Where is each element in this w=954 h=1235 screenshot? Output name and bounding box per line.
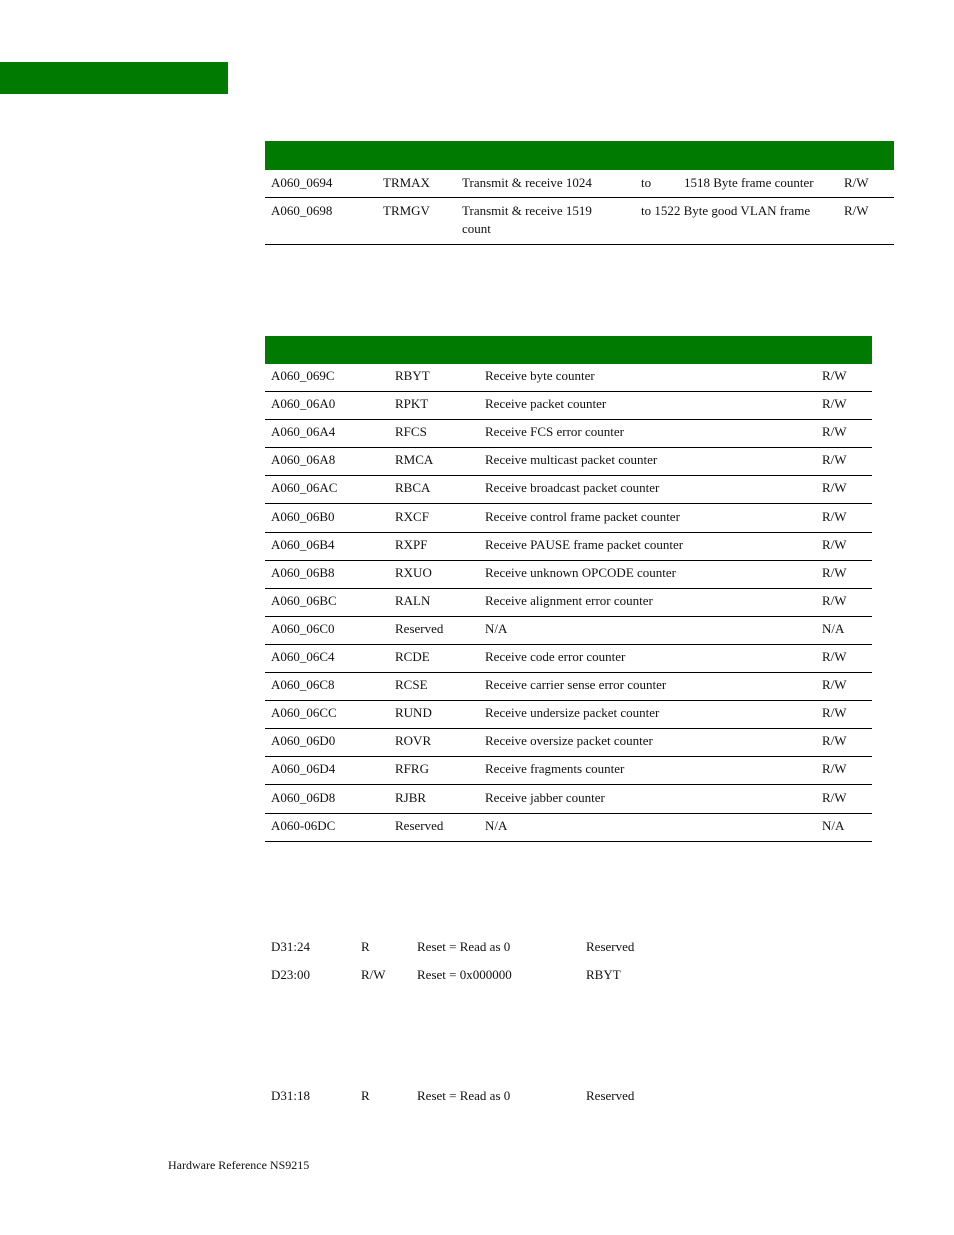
access-cell: R/W (361, 967, 386, 982)
description-cell: to (641, 175, 652, 190)
description-cell: Receive byte counter (485, 368, 595, 383)
register-cell: RFCS (395, 424, 427, 440)
address-cell: A060_069C (271, 368, 335, 383)
register-cell: Reserved (395, 620, 444, 636)
address-cell: A060_06B8 (271, 564, 335, 580)
register-cell: RUND (395, 705, 432, 721)
description-cell: Receive unknown OPCODE counter (485, 564, 676, 580)
access-cell: R/W (822, 480, 847, 496)
table-row (265, 448, 872, 476)
register-cell: RFRG (395, 761, 429, 777)
table-row (265, 561, 872, 589)
access-cell: R/W (822, 592, 847, 608)
register-cell: RPKT (395, 396, 429, 412)
register-cell: RALN (395, 592, 431, 608)
table-row (265, 170, 894, 198)
table-row (265, 589, 872, 617)
table-row (265, 420, 872, 448)
access-cell: R/W (822, 424, 847, 440)
address-cell: A060_06D8 (271, 789, 336, 805)
address-cell: A060_06A0 (271, 396, 336, 412)
table-row (265, 198, 894, 245)
access-cell: R/W (822, 564, 847, 580)
bit-field-row (0, 938, 954, 958)
table-row (265, 533, 872, 561)
table-row (265, 786, 872, 814)
access-cell: R/W (822, 761, 847, 777)
register-cell: TRMAX (383, 175, 430, 190)
address-cell: A060_06D4 (271, 761, 336, 777)
table-row (265, 364, 872, 392)
bits-cell: D31:24 (271, 939, 310, 954)
access-cell: R/W (822, 452, 847, 468)
description-cell: 1518 Byte frame counter (684, 175, 814, 190)
description-cell: Receive code error counter (485, 649, 626, 664)
description-cell: N/A (485, 620, 508, 636)
table-row (265, 729, 872, 757)
address-cell: A060_06A8 (271, 452, 336, 468)
register-cell: RXCF (395, 508, 429, 524)
bits-cell: D23:00 (271, 967, 310, 982)
description-cell: Receive jabber counter (485, 789, 605, 805)
address-cell: A060_06C8 (271, 677, 335, 693)
access-cell: R/W (822, 536, 847, 552)
access-cell: R/W (822, 789, 847, 805)
table-row (265, 392, 872, 420)
access-cell: R/W (822, 649, 847, 664)
description-cell: Receive FCS error counter (485, 424, 624, 440)
description-cell: to 1522 Byte good VLAN frame (641, 203, 811, 218)
table-row (265, 645, 872, 673)
access-cell: R/W (822, 705, 847, 721)
table-row (265, 673, 872, 701)
register-cell: RXUO (395, 564, 432, 580)
register-cell: RXPF (395, 536, 428, 552)
address-cell: A060_0694 (271, 175, 333, 190)
reset-cell: Reset = Read as 0 (417, 1088, 511, 1103)
footer-text: Hardware Reference NS9215 (168, 1158, 310, 1172)
reset-cell: Reset = Read as 0 (417, 939, 511, 954)
access-cell: N/A (822, 817, 845, 833)
access-cell: R/W (822, 677, 847, 693)
description-cell: Receive broadcast packet counter (485, 480, 660, 496)
access-cell: N/A (822, 620, 845, 636)
table-row (265, 757, 872, 785)
table-row (265, 701, 872, 729)
register-cell: ROVR (395, 733, 432, 749)
address-cell: A060_06AC (271, 480, 338, 496)
address-cell: A060_06C0 (271, 620, 335, 636)
address-cell: A060_06D0 (271, 733, 336, 749)
register-cell: Reserved (395, 817, 444, 833)
address-cell: A060_06A4 (271, 424, 336, 440)
access-cell: R/W (822, 733, 847, 749)
register-cell: RJBR (395, 789, 427, 805)
description-cell: Transmit & receive 1024 (462, 175, 592, 190)
field-name-cell: Reserved (586, 1088, 635, 1103)
access-cell: R/W (822, 368, 847, 383)
description-cell: Receive alignment error counter (485, 592, 653, 608)
access-cell: R/W (844, 203, 869, 218)
address-cell: A060_06CC (271, 705, 337, 721)
address-cell: A060_0698 (271, 203, 333, 218)
table-row (265, 617, 872, 645)
access-cell: R (361, 939, 370, 954)
register-cell: RBYT (395, 368, 430, 383)
address-cell: A060_06BC (271, 592, 337, 608)
description-cell: Receive fragments counter (485, 761, 625, 777)
table-row (265, 476, 872, 504)
table-row (265, 505, 872, 533)
table2-header-bar (265, 336, 872, 364)
register-cell: TRMGV (383, 203, 430, 218)
register-cell: RBCA (395, 480, 431, 496)
address-cell: A060-06DC (271, 817, 336, 833)
reset-cell: Reset = 0x000000 (417, 967, 512, 982)
address-cell: A060_06B0 (271, 508, 335, 524)
access-cell: R/W (844, 175, 869, 190)
description-cell: Receive oversize packet counter (485, 733, 653, 749)
access-cell: R/W (822, 396, 847, 412)
register-cell: RCDE (395, 649, 430, 664)
access-cell: R/W (822, 508, 847, 524)
access-cell: R (361, 1088, 370, 1103)
register-cell: RMCA (395, 452, 434, 468)
description-cell: Receive multicast packet counter (485, 452, 658, 468)
header-tab-bar (0, 62, 228, 94)
description-cell: N/A (485, 817, 508, 833)
field-name-cell: Reserved (586, 939, 635, 954)
description-cell: Receive undersize packet counter (485, 705, 660, 721)
description-cell: Receive packet counter (485, 396, 607, 412)
description-cell: Receive carrier sense error counter (485, 677, 667, 693)
bit-field-row (0, 966, 954, 986)
address-cell: A060_06B4 (271, 536, 335, 552)
bit-field-row (0, 1087, 954, 1107)
bits-cell: D31:18 (271, 1088, 310, 1103)
table1-header-bar (265, 141, 894, 170)
description-cell: Receive PAUSE frame packet counter (485, 536, 684, 552)
description-cell: Transmit & receive 1519 count (462, 203, 592, 236)
description-cell: Receive control frame packet counter (485, 508, 680, 524)
field-name-cell: RBYT (586, 967, 621, 982)
table-row (265, 814, 872, 842)
register-cell: RCSE (395, 677, 428, 693)
address-cell: A060_06C4 (271, 649, 335, 664)
